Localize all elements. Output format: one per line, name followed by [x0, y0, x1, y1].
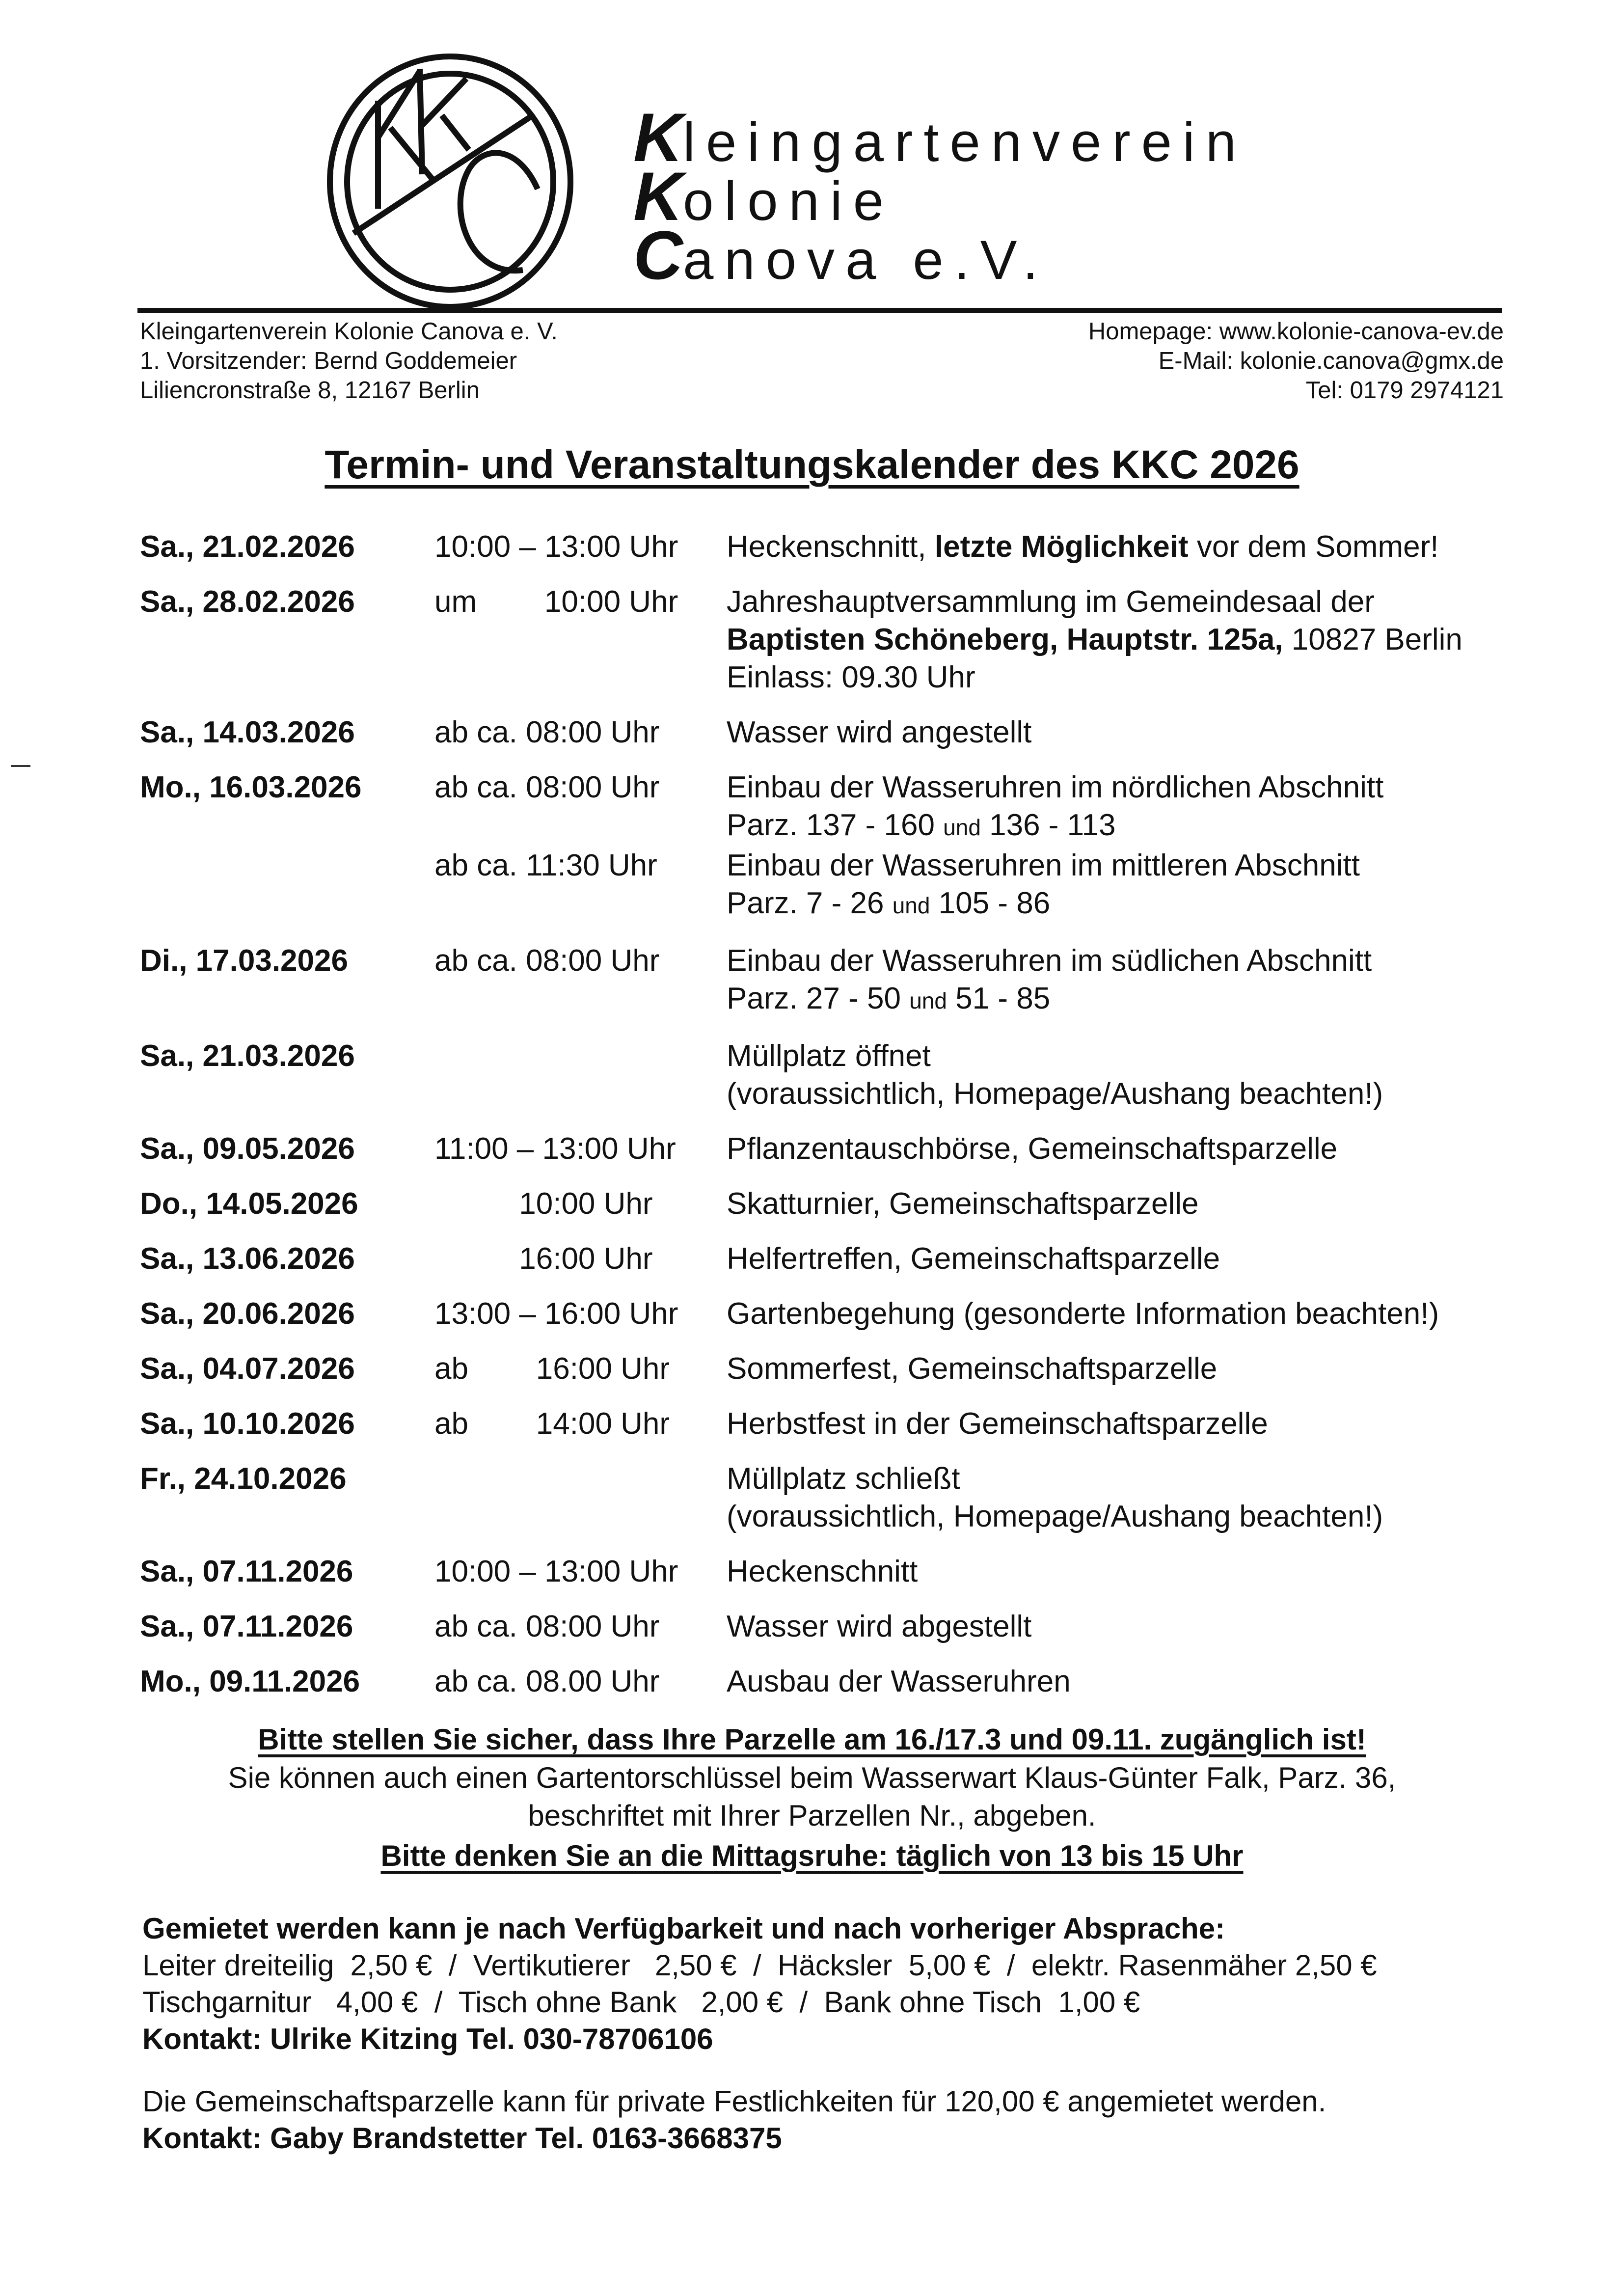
- event-slots: [434, 768, 1564, 925]
- quiet-hours-text: Bitte denken Sie an die Mittagsruhe: täglich von 13 bis 15 Uhr: [380, 1839, 1244, 1872]
- brand-name-line-1: [633, 99, 1247, 176]
- event-time: [434, 1037, 727, 1113]
- rental-items-line-2: Tischgarnitur 4,00 € / Tisch ohne Bank 2,00 € / Bank ohne Tisch 1,00 €: [142, 1986, 1140, 2019]
- description-part: Sommerfest, Gemeinschaftsparzelle: [727, 1352, 1218, 1386]
- description-part: Skatturnier, Gemeinschaftsparzelle: [727, 1187, 1199, 1221]
- event-slot: [434, 942, 1564, 1020]
- description-part: (voraussichtlich, Homepage/Aushang beachten!): [727, 1500, 1383, 1533]
- event-time: um 10:00 Uhr: [434, 585, 678, 619]
- event-description: [727, 1350, 1564, 1388]
- rental-contact: Kontakt: Ulrike Kitzing Tel. 030-78706106: [142, 2023, 713, 2055]
- description-part: Parz. 137 - 160: [727, 808, 944, 842]
- description-part: und: [892, 893, 930, 918]
- event-description: [727, 768, 1564, 847]
- brand-rest: leingartenverein: [683, 111, 1247, 173]
- event-time: ab ca. 08:00 Uhr: [434, 770, 660, 804]
- community-plot-info: Die Gemeinschaftsparzelle kann für private Festlichkeiten für 120,00 € angemietet werden.: [142, 2085, 1326, 2118]
- key-notice-line-2: beschriftet mit Ihrer Parzellen Nr., abgeben.: [528, 1799, 1096, 1832]
- page-title: [0, 442, 1624, 488]
- brand-initial: K: [633, 99, 683, 176]
- chairman: 1. Vorsitzender: Bernd Goddemeier: [140, 348, 517, 374]
- event-slots: [434, 1185, 1564, 1223]
- event-time: 10:00 Uhr: [434, 1187, 653, 1221]
- event-time: ab ca. 08:00 Uhr: [434, 1610, 660, 1643]
- brand-initial: C: [633, 217, 683, 294]
- event-description: [727, 1460, 1564, 1535]
- event-description: [727, 1185, 1564, 1223]
- event-slots: [434, 942, 1564, 1020]
- event-row: [140, 1185, 1564, 1223]
- event-description: [727, 1663, 1564, 1700]
- description-part: Parz. 27 - 50: [727, 982, 910, 1015]
- community-plot-contact: Kontakt: Gaby Brandstetter Tel. 0163-3668375: [142, 2122, 782, 2155]
- phone: Tel: 0179 2974121: [1305, 377, 1504, 404]
- event-row: [140, 768, 1564, 925]
- event-date: Mo., 09.11.2026: [140, 1665, 360, 1698]
- email[interactable]: E-Mail: kolonie.canova@gmx.de: [1158, 348, 1504, 374]
- description-part: Gartenbegehung (gesonderte Information beachten!): [727, 1297, 1439, 1331]
- event-slots: [434, 1130, 1564, 1168]
- event-description: [727, 1608, 1564, 1645]
- event-time: ab ca. 08.00 Uhr: [434, 1665, 660, 1698]
- event-description: [727, 1037, 1564, 1113]
- event-slots: [434, 1037, 1564, 1113]
- event-row: [140, 1130, 1564, 1168]
- event-row: [140, 528, 1564, 566]
- event-description: [727, 1405, 1564, 1443]
- event-time: 10:00 – 13:00 Uhr: [434, 1555, 678, 1588]
- event-row: [140, 1037, 1564, 1113]
- event-slot: [434, 1037, 1564, 1113]
- description-part: und: [909, 988, 947, 1013]
- event-time: [434, 1460, 727, 1535]
- event-description: [727, 583, 1564, 696]
- event-slots: [434, 1608, 1564, 1645]
- event-slots: [434, 1405, 1564, 1443]
- event-slot: [434, 1553, 1564, 1590]
- description-part: 105 - 86: [930, 886, 1051, 920]
- description-part: Parz. 7 - 26: [727, 886, 893, 920]
- address-block: [140, 317, 558, 405]
- page-title-text: Termin- und Veranstaltungskalender des KKC 2026: [325, 442, 1299, 487]
- homepage[interactable]: Homepage: www.kolonie-canova-ev.de: [1088, 318, 1504, 345]
- event-date: Sa., 28.02.2026: [140, 585, 355, 619]
- brand-name-line-3: [633, 217, 1049, 294]
- contact-block: [1088, 317, 1504, 405]
- event-slot: [434, 1663, 1564, 1700]
- description-part: vor dem Sommer!: [1188, 530, 1439, 564]
- event-slot: [434, 1130, 1564, 1168]
- kkc-circle-logo-icon: [322, 52, 577, 312]
- event-slots: [434, 583, 1564, 696]
- event-row: [140, 713, 1564, 751]
- description-part: Wasser wird angestellt: [727, 715, 1032, 749]
- description-part: Einbau der Wasseruhren im nördlichen Abschnitt: [727, 770, 1384, 804]
- event-slot: [434, 1240, 1564, 1278]
- event-date: Do., 14.05.2026: [140, 1187, 358, 1221]
- description-part: (voraussichtlich, Homepage/Aushang beachten!): [727, 1077, 1383, 1111]
- description-part: Müllplatz schließt: [727, 1462, 960, 1496]
- event-description: [727, 713, 1564, 751]
- event-date: Di., 17.03.2026: [140, 944, 348, 978]
- event-date: Sa., 21.03.2026: [140, 1039, 355, 1073]
- event-description: [727, 1240, 1564, 1278]
- event-date: Sa., 21.02.2026: [140, 530, 355, 564]
- event-time: ab ca. 08:00 Uhr: [434, 715, 660, 749]
- event-slot: [434, 528, 1564, 566]
- event-slot: [434, 1460, 1564, 1535]
- event-date: Sa., 13.06.2026: [140, 1242, 355, 1276]
- description-part: und: [943, 815, 981, 840]
- street-address: Liliencronstraße 8, 12167 Berlin: [140, 377, 480, 404]
- event-time: 10:00 – 13:00 Uhr: [434, 530, 678, 564]
- event-slots: [434, 1460, 1564, 1535]
- description-part: Heckenschnitt,: [727, 530, 935, 564]
- event-row: [140, 1350, 1564, 1388]
- margin-mark: [11, 765, 30, 767]
- event-description: [727, 1295, 1564, 1333]
- rental-items-line-1: Leiter dreiteilig 2,50 € / Vertikutierer 2,50 € / Häcksler 5,00 € / elektr. Rasenmäher 2,50 €: [142, 1949, 1377, 1982]
- description-part: Einlass: 09.30 Uhr: [727, 660, 975, 694]
- event-slot: [434, 1185, 1564, 1223]
- event-date: Mo., 16.03.2026: [140, 770, 362, 804]
- event-slots: [434, 1663, 1564, 1700]
- brand-rest: olonie: [683, 170, 895, 232]
- event-date: Fr., 24.10.2026: [140, 1462, 347, 1496]
- access-notice: [0, 1721, 1624, 1758]
- event-row: [140, 583, 1564, 696]
- description-part: Wasser wird abgestellt: [727, 1610, 1032, 1643]
- event-time: 11:00 – 13:00 Uhr: [434, 1132, 676, 1166]
- description-part: Müllplatz öffnet: [727, 1039, 931, 1073]
- event-slots: [434, 1553, 1564, 1590]
- event-row: [140, 1663, 1564, 1700]
- description-part: letzte Möglichkeit: [934, 530, 1189, 564]
- event-slots: [434, 713, 1564, 751]
- event-description: [727, 1130, 1564, 1168]
- event-description: [727, 942, 1564, 1020]
- description-part: Herbstfest in der Gemeinschaftsparzelle: [727, 1407, 1268, 1441]
- description-part: 10827 Berlin: [1283, 623, 1462, 656]
- event-time: ab ca. 08:00 Uhr: [434, 944, 660, 978]
- event-slots: [434, 1240, 1564, 1278]
- event-time: ab 14:00 Uhr: [434, 1407, 670, 1441]
- event-row: [140, 1608, 1564, 1645]
- event-list: [140, 528, 1564, 1718]
- event-date: Sa., 20.06.2026: [140, 1297, 355, 1331]
- key-notice-line-1: Sie können auch einen Gartentorschlüssel beim Wasserwart Klaus-Günter Falk, Parz. 36,: [228, 1761, 1396, 1794]
- event-row: [140, 942, 1564, 1020]
- event-slot: [434, 1405, 1564, 1443]
- event-slot: [434, 1295, 1564, 1333]
- brand-initial: K: [633, 158, 683, 235]
- event-row: [140, 1553, 1564, 1590]
- event-slot: [434, 847, 1564, 925]
- event-date: Sa., 07.11.2026: [140, 1555, 353, 1588]
- rental-heading: Gemietet werden kann je nach Verfügbarkeit und nach vorheriger Absprache:: [142, 1912, 1225, 1945]
- event-row: [140, 1295, 1564, 1333]
- event-description: [727, 847, 1564, 925]
- event-date: Sa., 14.03.2026: [140, 715, 355, 749]
- club-name: Kleingartenverein Kolonie Canova e. V.: [140, 318, 558, 345]
- event-date: Sa., 10.10.2026: [140, 1407, 355, 1441]
- header-divider: [137, 308, 1502, 313]
- event-slots: [434, 1350, 1564, 1388]
- description-part: Ausbau der Wasseruhren: [727, 1665, 1071, 1698]
- event-description: [727, 528, 1564, 566]
- event-row: [140, 1405, 1564, 1443]
- event-date: Sa., 07.11.2026: [140, 1610, 353, 1643]
- description-part: Jahreshauptversammlung im Gemeindesaal der: [727, 585, 1375, 619]
- event-slot: [434, 1350, 1564, 1388]
- description-part: Einbau der Wasseruhren im mittleren Abschnitt: [727, 848, 1360, 882]
- event-date: Sa., 09.05.2026: [140, 1132, 355, 1166]
- event-time: 13:00 – 16:00 Uhr: [434, 1297, 678, 1331]
- event-slots: [434, 1295, 1564, 1333]
- rental-section: [142, 1910, 1566, 2157]
- event-slot: [434, 583, 1564, 696]
- event-row: [140, 1460, 1564, 1535]
- description-part: Heckenschnitt: [727, 1555, 918, 1588]
- description-part: Baptisten Schöneberg, Hauptstr. 125a,: [727, 623, 1283, 656]
- event-row: [140, 1240, 1564, 1278]
- event-time: ab 16:00 Uhr: [434, 1352, 670, 1386]
- event-slots: [434, 528, 1564, 566]
- access-notice-text: Bitte stellen Sie sicher, dass Ihre Parzelle am 16./17.3 und 09.11. zugänglich ist!: [258, 1723, 1366, 1756]
- event-time: 16:00 Uhr: [434, 1242, 653, 1276]
- event-slot: [434, 768, 1564, 847]
- event-slot: [434, 713, 1564, 751]
- brand-rest: anova e.V.: [683, 229, 1049, 291]
- quiet-hours-notice: [0, 1837, 1624, 1874]
- event-time: ab ca. 11:30 Uhr: [434, 848, 657, 882]
- description-part: Pflanzentauschbörse, Gemeinschaftsparzelle: [727, 1132, 1338, 1166]
- event-date: Sa., 04.07.2026: [140, 1352, 355, 1386]
- description-part: Einbau der Wasseruhren im südlichen Abschnitt: [727, 944, 1372, 978]
- event-description: [727, 1553, 1564, 1590]
- event-slot: [434, 1608, 1564, 1645]
- description-part: 136 - 113: [980, 808, 1116, 842]
- description-part: Helfertreffen, Gemeinschaftsparzelle: [727, 1242, 1220, 1276]
- description-part: 51 - 85: [947, 982, 1051, 1015]
